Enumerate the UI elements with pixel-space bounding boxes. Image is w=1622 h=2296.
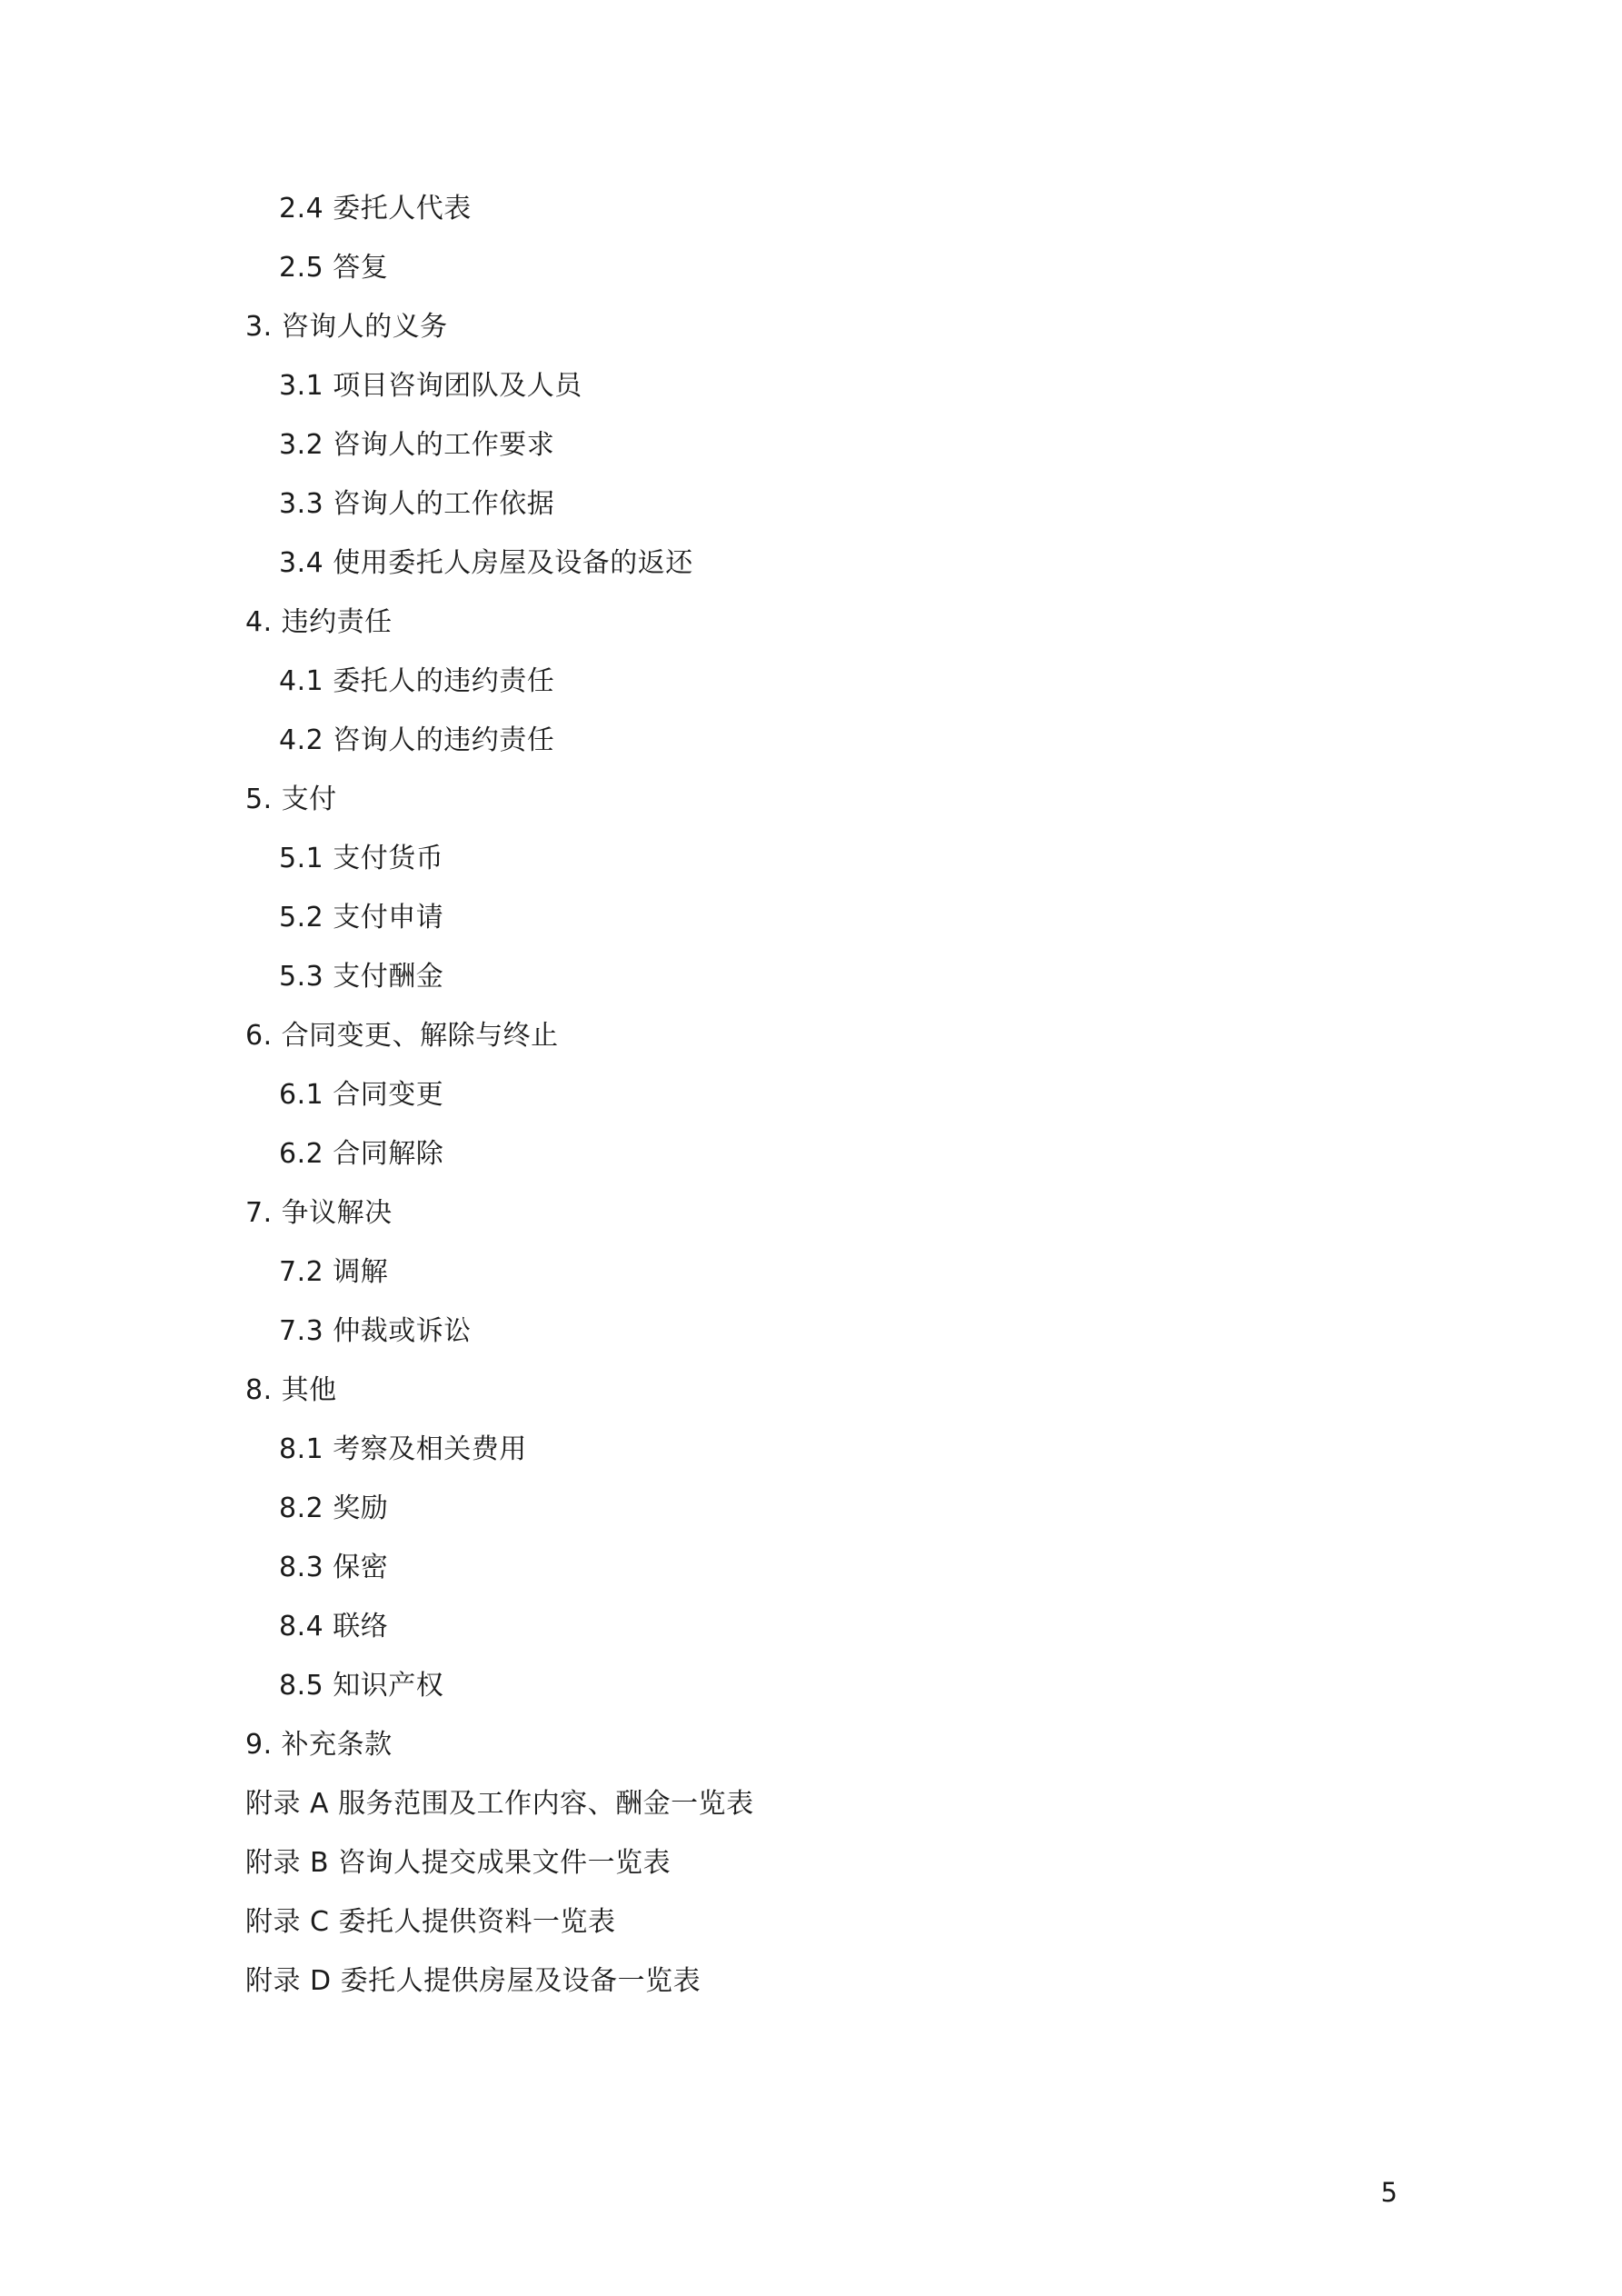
toc-entry: 8.2 奖励 — [279, 1492, 389, 1524]
toc-entry: 7.3 仲裁或诉讼 — [279, 1315, 472, 1347]
toc-entry: 7.2 调解 — [279, 1256, 389, 1288]
toc-entry: 8.5 知识产权 — [279, 1670, 444, 1702]
toc-entry: 5.1 支付货币 — [279, 843, 444, 874]
toc-entry: 3. 咨询人的义务 — [245, 311, 448, 343]
toc-entry: 5.2 支付申请 — [279, 902, 444, 933]
table-of-contents — [245, 195, 1390, 2027]
toc-entry: 8. 其他 — [245, 1374, 337, 1406]
toc-entry: 4. 违约责任 — [245, 606, 393, 638]
toc-entry: 9. 补充条款 — [245, 1729, 393, 1761]
toc-entry: 6. 合同变更、解除与终止 — [245, 1020, 559, 1052]
toc-entry: 4.2 咨询人的违约责任 — [279, 724, 555, 756]
toc-entry: 8.3 保密 — [279, 1552, 389, 1583]
toc-entry: 4.1 委托人的违约责任 — [279, 665, 555, 697]
toc-entry-appendix: 附录 B 咨询人提交成果文件一览表 — [245, 1847, 672, 1879]
toc-entry-appendix: 附录 D 委托人提供房屋及设备一览表 — [245, 1965, 702, 1997]
toc-entry: 6.1 合同变更 — [279, 1079, 444, 1111]
toc-entry: 6.2 合同解除 — [279, 1138, 444, 1170]
page-number: 5 — [1380, 2177, 1398, 2208]
toc-entry: 8.1 考察及相关费用 — [279, 1433, 527, 1465]
toc-entry: 3.1 项目咨询团队及人员 — [279, 370, 582, 402]
toc-entry: 3.4 使用委托人房屋及设备的返还 — [279, 547, 693, 579]
toc-entry-appendix: 附录 C 委托人提供资料一览表 — [245, 1906, 616, 1938]
toc-entry: 8.4 联络 — [279, 1611, 389, 1642]
toc-entry-appendix: 附录 A 服务范围及工作内容、酬金一览表 — [245, 1788, 754, 1820]
toc-entry: 7. 争议解决 — [245, 1197, 393, 1229]
toc-entry: 2.5 答复 — [279, 252, 389, 284]
toc-entry: 3.3 咨询人的工作依据 — [279, 488, 555, 520]
toc-entry: 3.2 咨询人的工作要求 — [279, 429, 555, 461]
toc-entry: 5.3 支付酬金 — [279, 961, 444, 993]
toc-entry: 2.4 委托人代表 — [279, 193, 472, 225]
toc-entry: 5. 支付 — [245, 784, 337, 815]
